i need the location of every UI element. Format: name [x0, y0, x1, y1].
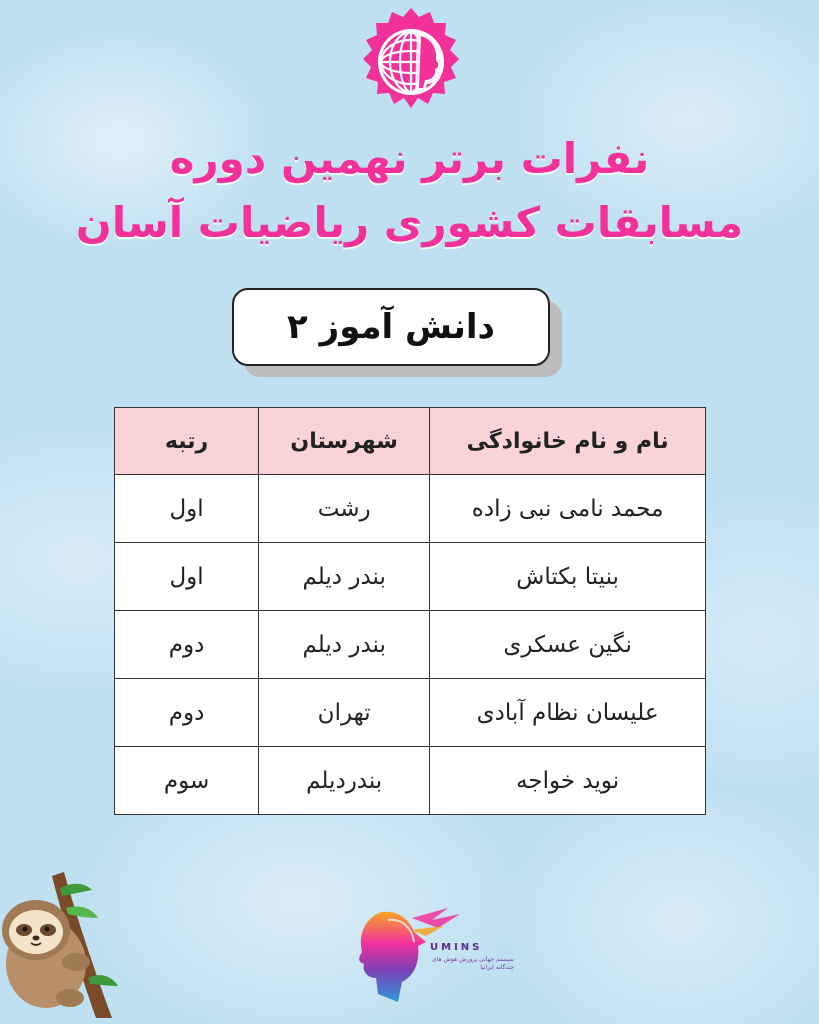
cell-city: بندر دیلم	[259, 611, 430, 679]
page-title-line-1: نفرات برتر نهمین دوره	[169, 134, 650, 183]
cell-city: بندردیلم	[259, 747, 430, 815]
cell-name: علیسان نظام آبادی	[430, 679, 706, 747]
column-header-name: نام و نام خانوادگی	[430, 408, 706, 475]
cell-city: بندر دیلم	[259, 543, 430, 611]
column-header-rank: رتبه	[115, 408, 259, 475]
table-row	[115, 543, 706, 611]
globe-head-seal-icon	[354, 6, 469, 118]
cell-city: رشت	[259, 475, 430, 543]
table-row	[115, 611, 706, 679]
sloth-icon	[0, 868, 125, 1024]
table-header-row	[115, 408, 706, 475]
results-table	[114, 407, 706, 815]
cell-name: نوید خواجه	[430, 747, 706, 815]
cell-rank: دوم	[115, 679, 259, 747]
table-row	[115, 475, 706, 543]
cell-rank: دوم	[115, 611, 259, 679]
grade-badge: دانش آموز ۲	[232, 288, 550, 366]
brand-tagline: سیستم جهانی پرورش هوش های چندگانه ایرانیا	[432, 956, 514, 971]
cell-name: بنیتا بکتاش	[430, 543, 706, 611]
cell-name: نگین عسکری	[430, 611, 706, 679]
cell-rank: سوم	[115, 747, 259, 815]
brand-wordmark: UMINS	[430, 942, 483, 953]
cell-city: تهران	[259, 679, 430, 747]
page-title-line-2: مسابقات کشوری ریاضیات آسان	[75, 198, 744, 247]
cell-rank: اول	[115, 475, 259, 543]
cell-name: محمد نامی نبی زاده	[430, 475, 706, 543]
cell-rank: اول	[115, 543, 259, 611]
table-row	[115, 747, 706, 815]
column-header-city: شهرستان	[259, 408, 430, 475]
table-row	[115, 679, 706, 747]
